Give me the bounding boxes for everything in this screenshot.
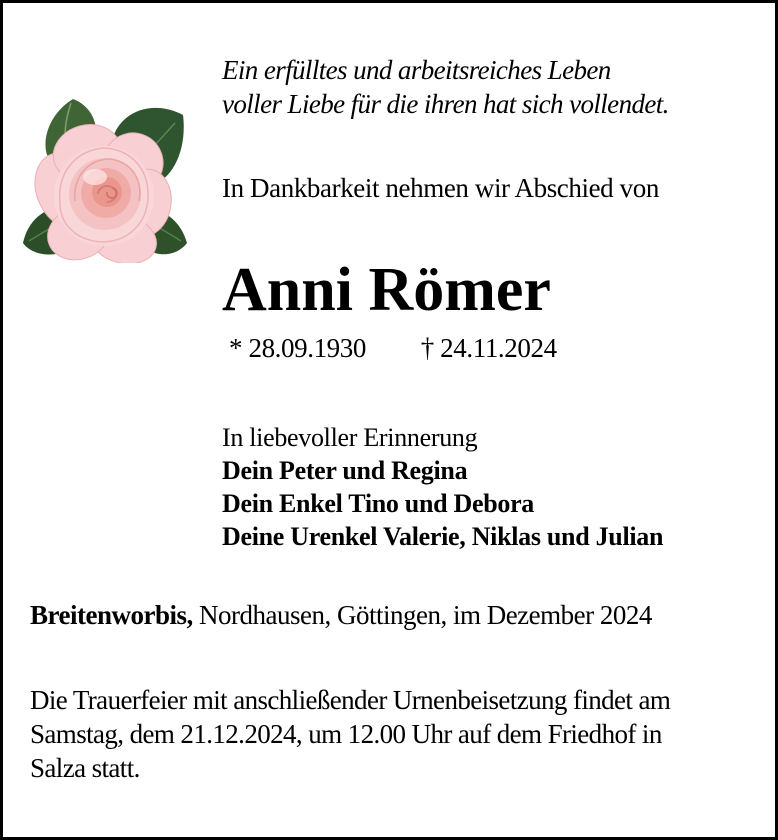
mourner-line: Deine Urenkel Valerie, Niklas und Julian: [222, 522, 664, 551]
mourner-line: Dein Peter und Regina: [222, 456, 468, 485]
life-dates: [229, 333, 557, 364]
funeral-info: [30, 683, 670, 785]
birth-symbol: *: [229, 333, 243, 363]
deceased-name: Anni Römer: [222, 256, 551, 324]
epitaph-line-2: voller Liebe für die ihren hat sich vollendet.: [222, 89, 669, 119]
location-bold: Breitenworbis,: [30, 600, 193, 630]
funeral-line: Samstag, dem 21.12.2024, um 12.00 Uhr auf dem Friedhof in: [30, 719, 662, 749]
death-symbol: †: [420, 333, 434, 363]
funeral-line: Salza statt.: [30, 753, 140, 783]
rose-image: [15, 93, 193, 263]
death-date: 24.11.2024: [440, 333, 557, 363]
epitaph-line-1: Ein erfülltes und arbeitsreiches Leben: [222, 55, 611, 85]
birth-date: 28.09.1930: [248, 333, 366, 363]
funeral-line: Die Trauerfeier mit anschließender Urnenbeisetzung findet am: [30, 685, 671, 715]
mourner-line: Dein Enkel Tino und Debora: [222, 489, 535, 518]
memorial-intro: In liebevoller Erinnerung: [222, 423, 478, 452]
mourners-block: [222, 421, 663, 553]
intro-text: In Dankbarkeit nehmen wir Abschied von: [222, 173, 659, 203]
epitaph: [222, 53, 669, 121]
location-rest: Nordhausen, Göttingen, im Dezember 2024: [199, 600, 652, 630]
location-line: [30, 600, 652, 631]
